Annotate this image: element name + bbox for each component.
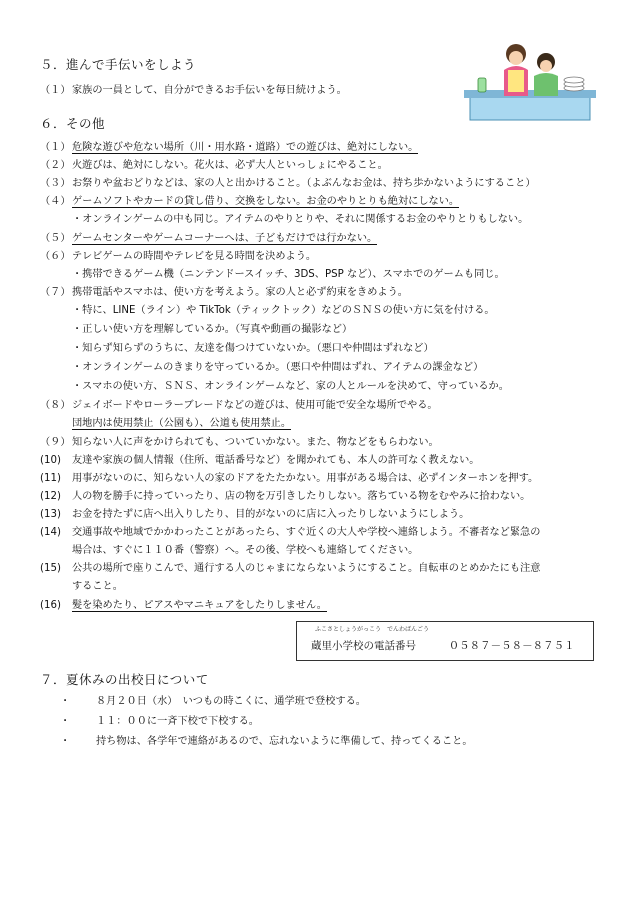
- sec6-subitem: [40, 417, 291, 430]
- sec6-item: [40, 159, 388, 172]
- school-phone-number: ０５８７－５８－８７５１: [448, 640, 575, 652]
- item-number: （７）: [40, 287, 71, 298]
- item-text: ・オンラインゲームの中も同じ。アイテムのやりとりや、それに関係するお金のやりとりもしない。: [72, 214, 529, 225]
- item-number: （２）: [40, 160, 71, 171]
- item-text: ・スマホの使い方、ＳＮＳ、オンラインゲームなど、家の人とルールを決めて、守っているか。: [72, 381, 509, 392]
- item-number: (12): [40, 491, 61, 502]
- item-number: (15): [40, 563, 61, 574]
- item-text: ・特に、LINE（ライン）や TikTok（ティックトック）などのＳＮＳの使い方に気を付ける。: [72, 305, 495, 316]
- item-text: 危険な遊びや危ない場所（川・用水路・道路）での遊びは、絶対にしない。: [72, 142, 419, 153]
- school-phone-box: [296, 621, 594, 661]
- sec6-item: [40, 562, 540, 575]
- sec6-item: [40, 195, 459, 208]
- item-number: (13): [40, 509, 61, 520]
- sec7-item: [60, 715, 259, 728]
- bullet: ・: [60, 716, 71, 727]
- sec6-subitem: [40, 304, 495, 317]
- item-text: １１：００に一斉下校で下校する。: [96, 716, 259, 727]
- item-text: テレビゲームの時間やテレビを見る時間を決めよう。: [72, 251, 317, 262]
- section-6-title: ６．その他: [40, 116, 106, 131]
- item-number: （９）: [40, 437, 71, 448]
- item-number: （１）: [40, 142, 71, 153]
- sec6-item: [40, 472, 538, 485]
- sec6-subitem: [40, 323, 352, 336]
- sec6-subitem: [40, 380, 509, 393]
- item-number: （６）: [40, 251, 71, 262]
- bullet: ・: [60, 736, 71, 747]
- sec6-item: [40, 250, 316, 263]
- item-text: 人の物を勝手に持っていったり、店の物を万引きしたりしない。落ちている物をむやみに拾わない。: [72, 491, 531, 502]
- section-5-title: ５．進んで手伝いをしよう: [40, 57, 197, 72]
- section-7-title: ７．夏休みの出校日について: [40, 672, 209, 687]
- item-text: 携帯電話やスマホは、使い方を考えよう。家の人と必ず約束をきめよう。: [72, 287, 408, 298]
- item-text: お金を持たずに店へ出入りしたり、目的がないのに店に入ったりしないようにしよう。: [72, 509, 470, 520]
- sec6-item: [40, 177, 536, 190]
- item-text: 持ち物は、各学年で連絡があるので、忘れないように準備して、持ってくること。: [96, 736, 473, 747]
- sec6-item: [40, 232, 377, 245]
- sec7-item: [60, 695, 366, 708]
- item-text: すること。: [72, 581, 123, 592]
- sec6-subitem: [40, 361, 483, 374]
- sec5-item-1: [40, 84, 347, 97]
- item-text: ゲームセンターやゲームコーナーへは、子どもだけでは行かない。: [72, 233, 378, 244]
- sec6-item: [40, 436, 439, 449]
- item-number: (14): [40, 527, 61, 538]
- item-number: （５）: [40, 233, 71, 244]
- bullet: ・: [60, 696, 71, 707]
- item-text: 火遊びは、絶対にしない。花火は、必ず大人といっしょにやること。: [72, 160, 388, 171]
- item-number: （８）: [40, 400, 71, 411]
- item-text: ゲームソフトやカードの貸し借り、交換をしない。お金のやりとりも絶対にしない。: [72, 196, 460, 207]
- sec6-subitem: [40, 342, 434, 355]
- sec6-item: [40, 286, 408, 299]
- contact-furigana: ふこさとしょうがっこう でんわばんごう: [315, 626, 430, 633]
- item-number: (11): [40, 473, 61, 484]
- item-number: (16): [40, 600, 61, 611]
- item-text: ・オンラインゲームのきまりを守っているか。（悪口や仲間はずれ、アイテムの課金など）: [72, 362, 484, 373]
- item-text: お祭りや盆おどりなどは、家の人と出かけること。（よぶんなお金は、持ち歩かないようにすること）: [72, 178, 536, 189]
- item-text: ・知らず知らずのうちに、友達を傷つけていないか。（悪口や仲間はずれなど）: [72, 343, 434, 354]
- sec7-item: [60, 735, 473, 748]
- item-text: 交通事故や地域でかかわったことがあったら、すぐ近くの大人や学校へ連絡しよう。不審者など緊急の: [72, 527, 541, 538]
- school-phone-label: 蔵里小学校の電話番号: [311, 640, 416, 652]
- item-number: (10): [40, 455, 61, 466]
- item-text: 団地内は使用禁止（公園も）、公道も使用禁止。: [72, 418, 292, 429]
- item-text: ・正しい使い方を理解しているか。（写真や動画の撮影など）: [72, 324, 353, 335]
- children-washing-dishes-illustration: [462, 40, 598, 122]
- item-text: 知らない人に声をかけられても、ついていかない。また、物などをもらわない。: [72, 437, 439, 448]
- sec6-item: [40, 141, 418, 154]
- item-number: （４）: [40, 196, 71, 207]
- sec6-subitem: [40, 544, 418, 557]
- item-text: 友達や家族の個人情報（住所、電話番号など）を聞かれても、本人の許可なく教えない。: [72, 455, 480, 466]
- item-number: （３）: [40, 178, 71, 189]
- sec6-item: [40, 599, 327, 612]
- item-text: 家族の一員として、自分ができるお手伝いを毎日続けよう。: [72, 85, 347, 96]
- sec6-item: [40, 490, 530, 503]
- sec6-item: [40, 454, 480, 467]
- contact-line: [311, 638, 575, 653]
- sec6-subitem: [40, 268, 505, 281]
- item-text: 髪を染めたり、ピアスやマニキュアをしたりしません。: [72, 600, 327, 611]
- item-text: 用事がないのに、知らない人の家のドアをたたかない。用事がある場合は、必ずインターホンを押す。: [72, 473, 539, 484]
- sec6-item: [40, 399, 438, 412]
- item-text: 公共の場所で座りこんで、通行する人のじゃまにならないようにすること。自転車のとめかたにも注意: [72, 563, 541, 574]
- item-text: 場合は、すぐに１１０番（警察）へ。その後、学校へも連絡してください。: [72, 545, 419, 556]
- sec6-subitem: [40, 213, 528, 226]
- item-number: （１）: [40, 85, 71, 96]
- item-text: ・携帯できるゲーム機（ニンテンドースイッチ、3DS、PSP など）、スマホでのゲームも同じ。: [72, 269, 505, 280]
- item-text: ジェイボードやローラーブレードなどの遊びは、使用可能で安全な場所でやる。: [72, 400, 438, 411]
- sec6-item: [40, 508, 469, 521]
- item-text: ８月２０日（水） いつもの時こくに、通学班で登校する。: [96, 696, 366, 707]
- sec6-item: [40, 526, 540, 539]
- sec6-subitem: [40, 580, 123, 593]
